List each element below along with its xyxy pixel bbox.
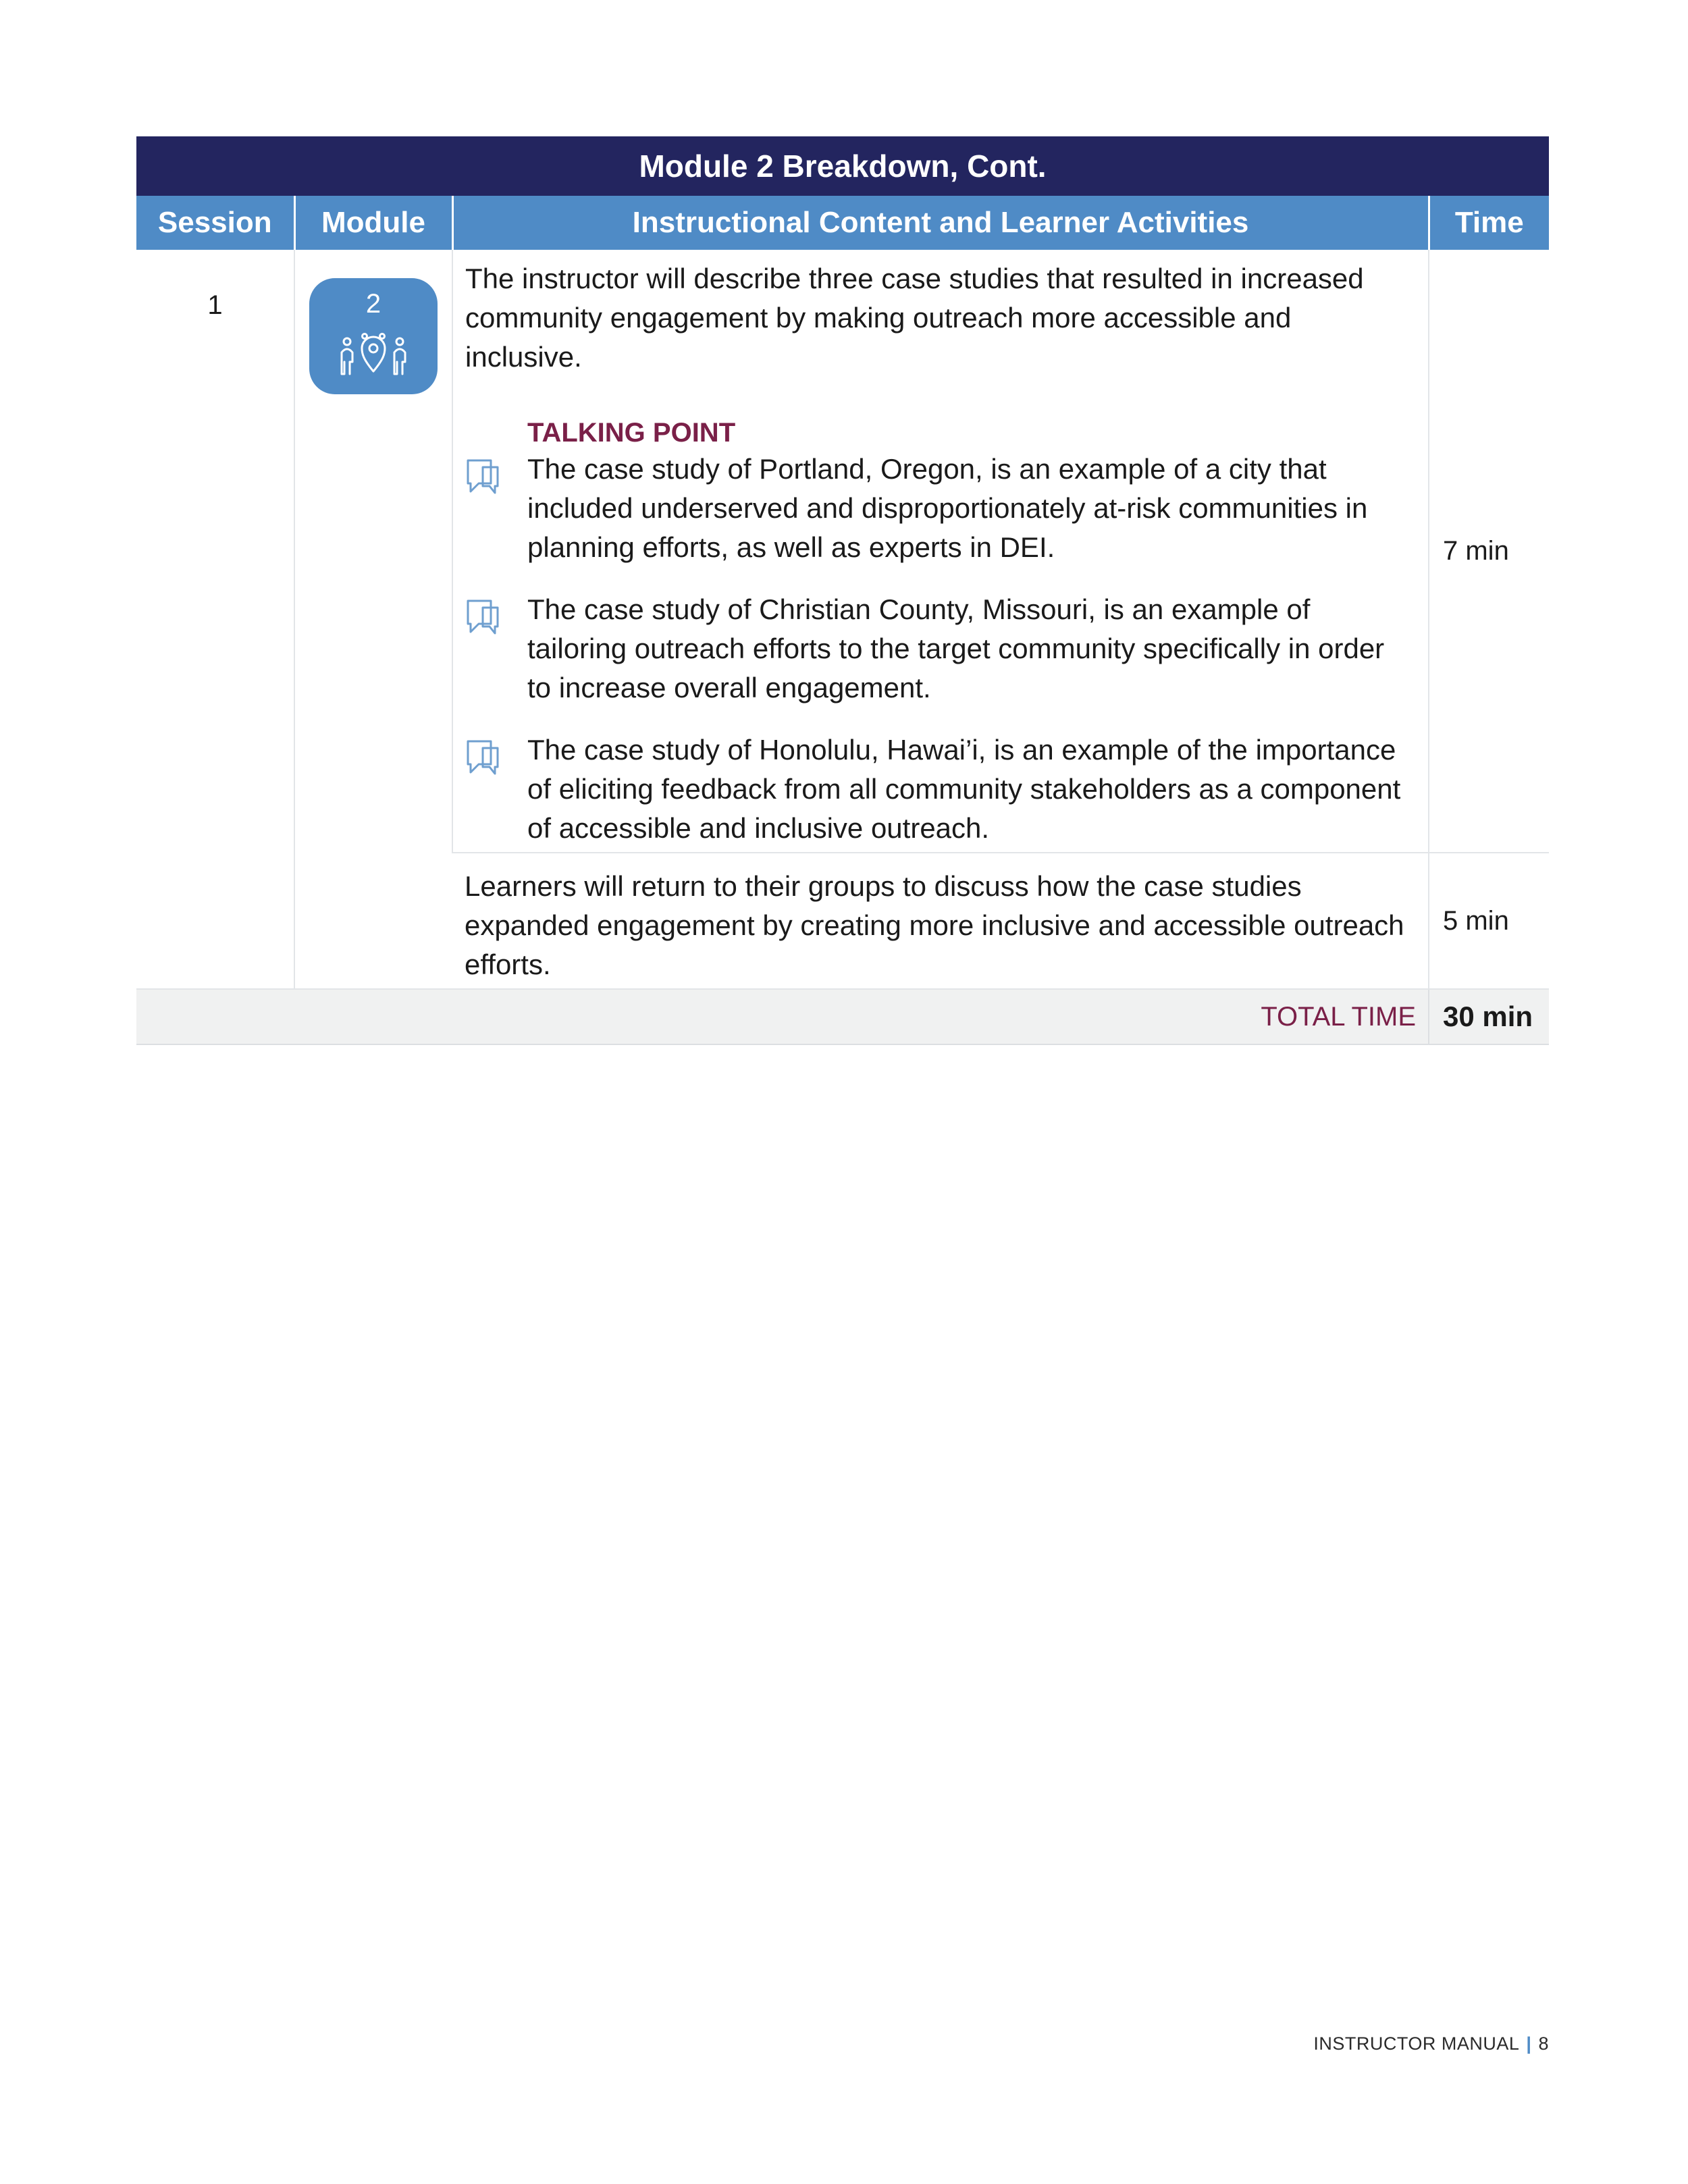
header-module: Module [294, 196, 452, 250]
talking-point-item [465, 590, 1413, 708]
content-cell-case-studies [452, 250, 1429, 853]
talking-point-text: The case study of Portland, Oregon, is an example of a city that included underserved and disproportionately at-risk communities in planning efforts, as well as experts in DEI. [527, 453, 1368, 563]
header-time: Time [1429, 196, 1549, 250]
time-cell-row1: 7 min [1429, 250, 1549, 853]
community-people-location-icon [338, 331, 409, 377]
speech-bubbles-icon [465, 597, 503, 641]
intro-text: The instructor will describe three case studies that resulted in increased community engagement by making outreach more accessible and inclusive. [465, 263, 1364, 373]
talking-point-item [465, 730, 1413, 848]
total-time-value: 30 min [1429, 989, 1549, 1044]
table-title: Module 2 Breakdown, Cont. [136, 136, 1549, 196]
module-badge [309, 278, 438, 394]
module-cell [294, 250, 452, 989]
talking-point-item [465, 450, 1413, 567]
speech-bubbles-icon [465, 456, 503, 501]
time-cell-row2: 5 min [1429, 853, 1549, 989]
footer-separator: | [1526, 2033, 1532, 2054]
module-breakdown-table [136, 136, 1549, 1045]
footer-label: INSTRUCTOR MANUAL [1313, 2033, 1520, 2054]
header-session: Session [136, 196, 294, 250]
page-footer [1313, 2033, 1549, 2054]
total-time-label: TOTAL TIME [136, 989, 1429, 1044]
header-content: Instructional Content and Learner Activities [452, 196, 1429, 250]
content-cell-group-discussion: Learners will return to their groups to discuss how the case studies expanded engagement by creating more inclusive and accessible outreach efforts. [452, 853, 1429, 989]
speech-bubbles-icon [465, 737, 503, 782]
page-number: 8 [1538, 2033, 1549, 2054]
module-number: 2 [365, 289, 381, 319]
talking-point-label: TALKING POINT [527, 418, 736, 448]
session-cell: 1 [207, 290, 223, 320]
talking-point-text: The case study of Christian County, Missouri, is an example of tailoring outreach efforts to the target community specifically in order to increase overall engagement. [527, 593, 1385, 703]
talking-point-text: The case study of Honolulu, Hawai’i, is an example of the importance of eliciting feedback from all community stakeholders as a component of accessible and inclusive outreach. [527, 734, 1401, 844]
